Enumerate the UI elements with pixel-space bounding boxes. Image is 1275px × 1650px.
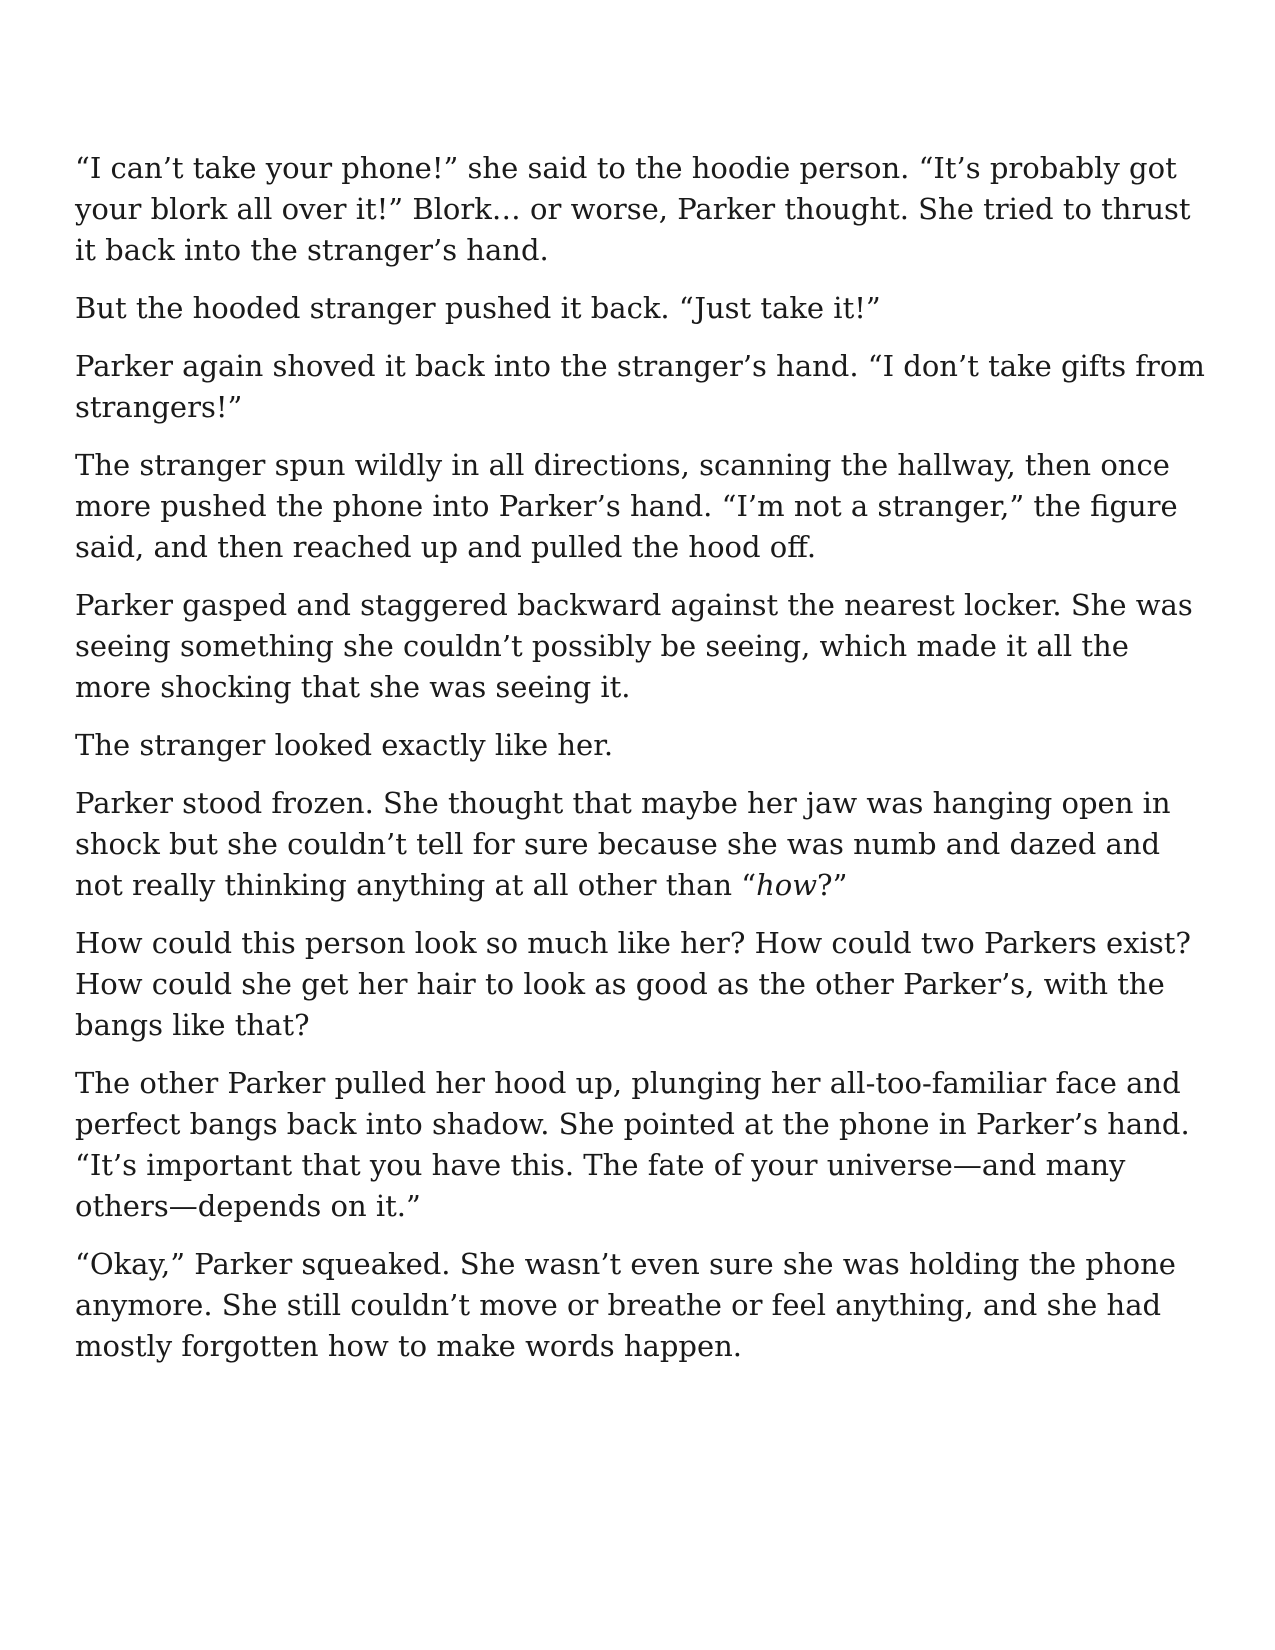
paragraph-4: The stranger spun wildly in all directions, scanning the hallway, then once more pushed the phone into Parker’s hand. “I’m not a stranger,” the figure said, and then reached up and pulled the hood off.: [75, 448, 1178, 564]
paragraph-8: How could this person look so much like her? How could two Parkers exist? How could she get her hair to look as good as the other Parker’s, with the bangs like that?: [75, 926, 1191, 1042]
paragraph-10: “Okay,” Parker squeaked. She wasn’t even sure she was holding the phone anymore. She still couldn’t move or breathe or feel anything, and she had mostly forgotten how to make words happen.: [75, 1247, 1176, 1363]
paragraph-3: Parker again shoved it back into the stranger’s hand. “I don’t take gifts from strangers!”: [75, 349, 1205, 424]
paragraph-9: The other Parker pulled her hood up, plunging her all-too-familiar face and perfect bangs back into shadow. She pointed at the phone in Parker’s hand. “It’s important that you have this. The fate of your universe—and many others—depends on it.”: [75, 1066, 1190, 1223]
paragraph-6: The stranger looked exactly like her.: [75, 728, 614, 762]
body-text: [75, 148, 1205, 1384]
paragraph-5: Parker gasped and staggered backward against the nearest locker. She was seeing something she couldn’t possibly be seeing, which made it all the more shocking that she was seeing it.: [75, 588, 1193, 704]
paragraph-1: “I can’t take your phone!” she said to the hoodie person. “It’s probably got your blork all over it!” Blork… or worse, Parker thought. She tried to thrust it back into the stranger’s hand.: [75, 151, 1191, 267]
italic-emphasis: how: [756, 868, 818, 902]
paragraph-2: But the hooded stranger pushed it back. “Just take it!”: [75, 291, 881, 325]
paragraph-7: Parker stood frozen. She thought that maybe her jaw was hanging open in shock but she couldn’t tell for sure because she was numb and dazed and not really thinking anything at all other than “how?”: [75, 786, 1171, 902]
